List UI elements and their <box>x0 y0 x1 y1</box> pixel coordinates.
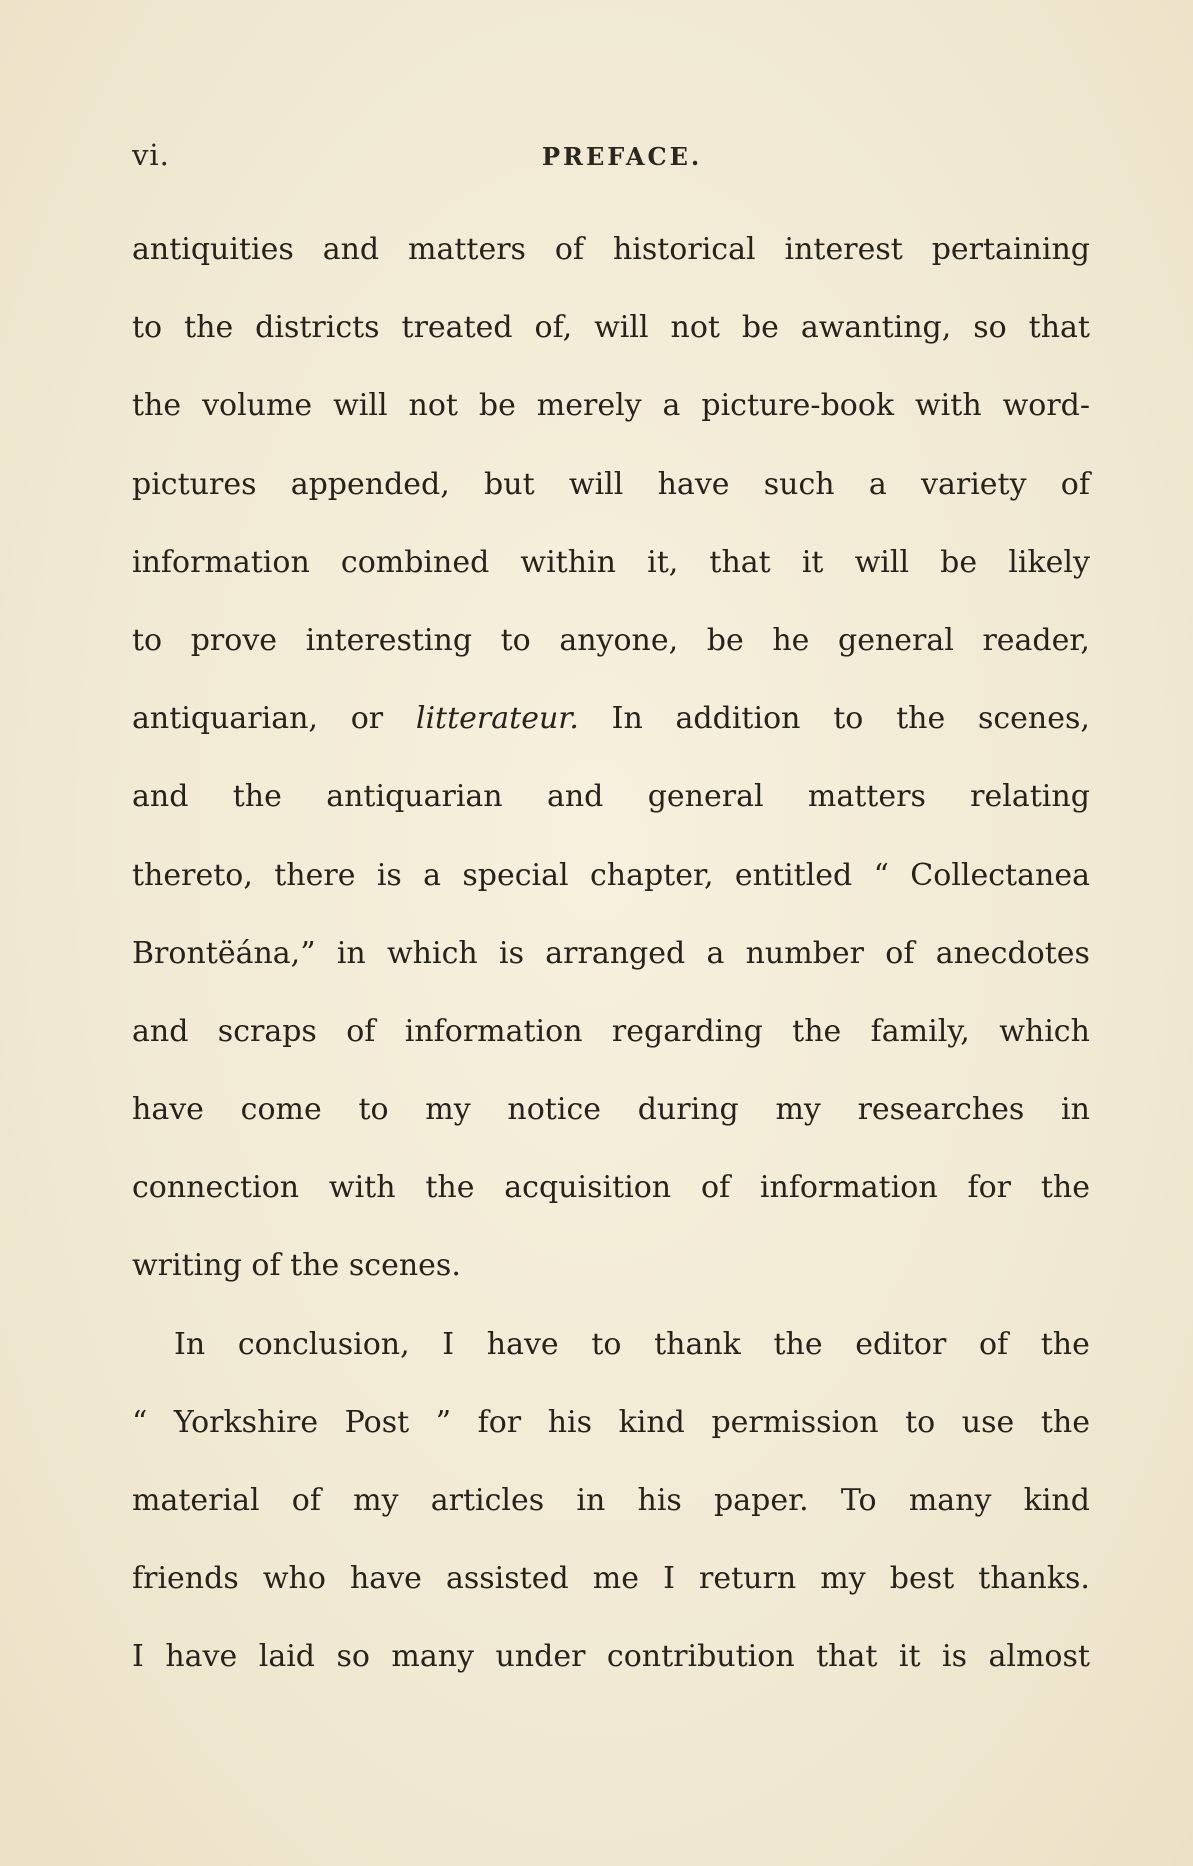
text-line: “ Yorkshire Post ” for his kind permission to use the <box>132 1404 1090 1440</box>
text-line: Brontëána,” in which is arranged a number of anecdotes <box>132 935 1090 971</box>
text-line: information combined within it, that it will be likely <box>132 544 1090 580</box>
page-number: vi. <box>132 138 170 172</box>
text-line: connection with the acquisition of information for the <box>132 1170 1090 1206</box>
text-line: to the districts treated of, will not be awanting, so that <box>132 310 1090 346</box>
preface-text <box>132 226 1090 1712</box>
text-line: antiquities and matters of historical interest pertaining <box>132 232 1090 267</box>
text-line: the volume will not be merely a picture-book with word- <box>132 388 1090 424</box>
text-line: In conclusion, I have to thank the editor of the <box>174 1326 1090 1362</box>
running-title: PREFACE. <box>542 142 703 171</box>
text-line: antiquarian, or litterateur. In addition to the scenes, <box>132 701 1090 737</box>
text-line: material of my articles in his paper. To many kind <box>132 1483 1090 1518</box>
text-line: to prove interesting to anyone, be he general reader, <box>132 622 1090 658</box>
text-line: and scraps of information regarding the family, which <box>132 1013 1090 1049</box>
text-line: writing of the scenes. <box>132 1248 461 1284</box>
text-line: I have laid so many under contribution that it is almost <box>132 1639 1090 1675</box>
text-line: thereto, there is a special chapter, entitled “ Collectanea <box>132 857 1090 893</box>
text-line: pictures appended, but will have such a variety of <box>132 466 1090 502</box>
text-line: and the antiquarian and general matters relating <box>132 779 1090 815</box>
page-header <box>132 138 1090 178</box>
text-line: have come to my notice during my researches in <box>132 1092 1090 1128</box>
text-line: friends who have assisted me I return my best thanks. <box>132 1561 1090 1597</box>
